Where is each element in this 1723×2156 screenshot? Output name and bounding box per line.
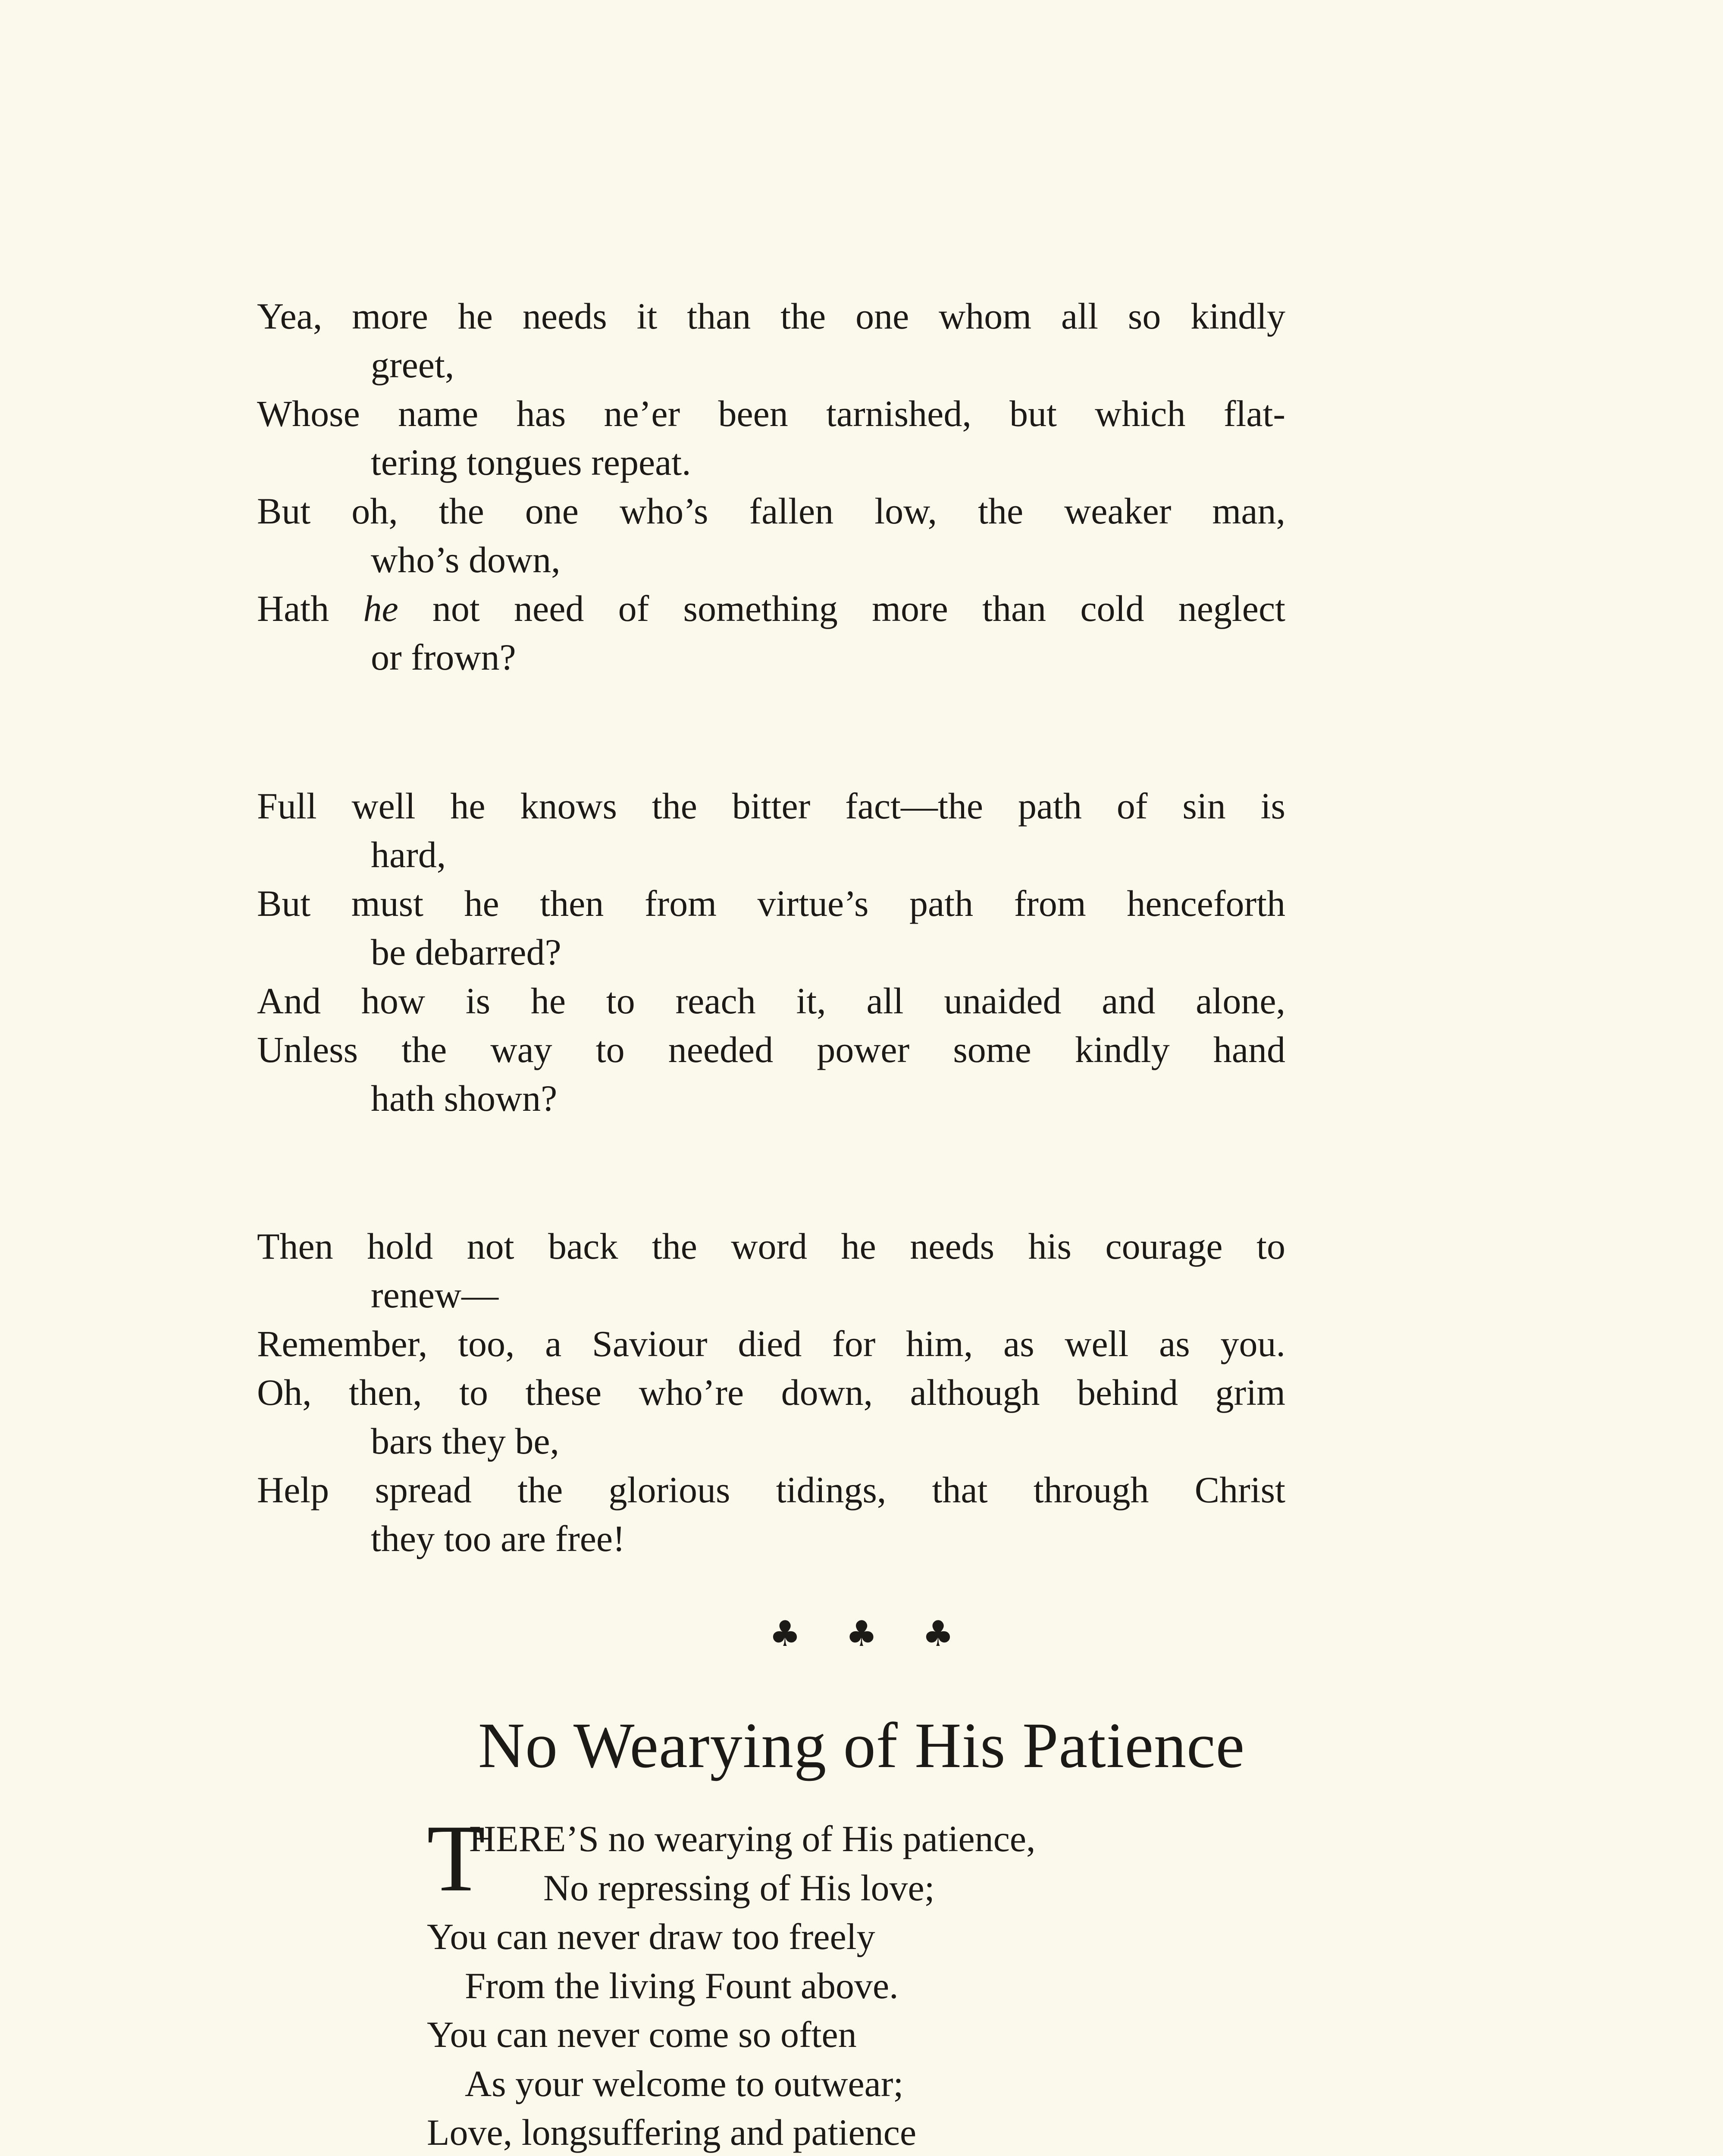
verse-line: You can never come so often <box>427 2014 857 2055</box>
club-ornament-icon: ♣ <box>846 1614 877 1655</box>
verse-line: Love, longsuffering and patience <box>427 2112 917 2153</box>
verse-text: HERE’S no wearying of His patience, <box>469 1818 1036 1859</box>
verse-line: who’s down, <box>371 539 561 580</box>
ornament-divider <box>0 1613 1723 1656</box>
verse-line: bars they be, <box>371 1420 560 1462</box>
verse-line: As your welcome to outwear; <box>465 2062 904 2104</box>
verse-line: You can never draw too freely <box>427 1916 875 1957</box>
poem-stanza-1 <box>257 292 1285 682</box>
verse-line: Whose name has ne’er been tarnished, but which flat- <box>257 393 1285 434</box>
verse-line: be debarred? <box>371 931 561 973</box>
verse-line <box>427 1805 1246 1912</box>
verse-line: But oh, the one who’s fallen low, the weaker man, <box>257 490 1285 532</box>
verse-line: Then hold not back the word he needs his courage to <box>257 1225 1285 1267</box>
verse-line: they too are free! <box>371 1518 625 1559</box>
verse-word: Hath <box>257 588 329 629</box>
verse-line: tering tongues repeat. <box>371 442 691 483</box>
verse-line: hath shown? <box>371 1078 558 1119</box>
verse-text: No repressing of His love; <box>543 1867 935 1908</box>
verse-line: hard, <box>371 834 446 875</box>
club-ornament-icon: ♣ <box>922 1614 954 1655</box>
verse-line: But must he then from virtue’s path from henceforth <box>257 883 1285 924</box>
verse-line: renew— <box>371 1274 499 1316</box>
verse-line: Oh, then, to these who’re down, although behind grim <box>257 1372 1285 1413</box>
verse-line: And how is he to reach it, all unaided and alone, <box>257 980 1285 1022</box>
verse-text: not need of something more than cold neglect <box>432 588 1286 629</box>
drop-cap: T <box>427 1805 486 1912</box>
verse-line: Full well he knows the bitter fact—the path of sin is <box>257 785 1285 827</box>
poem-stanza-2 <box>257 782 1285 1123</box>
poem-title: No Wearying of His Patience <box>478 1710 1245 1781</box>
verse-line: Yea, more he needs it than the one whom all so kindly <box>257 295 1285 337</box>
verse-line: or frown? <box>371 636 516 678</box>
verse-line: Help spread the glorious tidings, that through Christ <box>257 1469 1285 1510</box>
emphasized-word: he <box>363 588 398 629</box>
verse-line <box>257 584 1285 633</box>
verse-line: Remember, too, a Saviour died for him, as well as you. <box>257 1323 1285 1364</box>
verse-line: Unless the way to needed power some kindly hand <box>257 1029 1285 1070</box>
verse-line: From the living Fount above. <box>465 1965 899 2006</box>
poem-body <box>427 1805 1246 2156</box>
club-ornament-icon: ♣ <box>769 1614 801 1655</box>
poem-stanza-3 <box>257 1222 1285 1563</box>
verse-line: greet, <box>371 344 454 385</box>
